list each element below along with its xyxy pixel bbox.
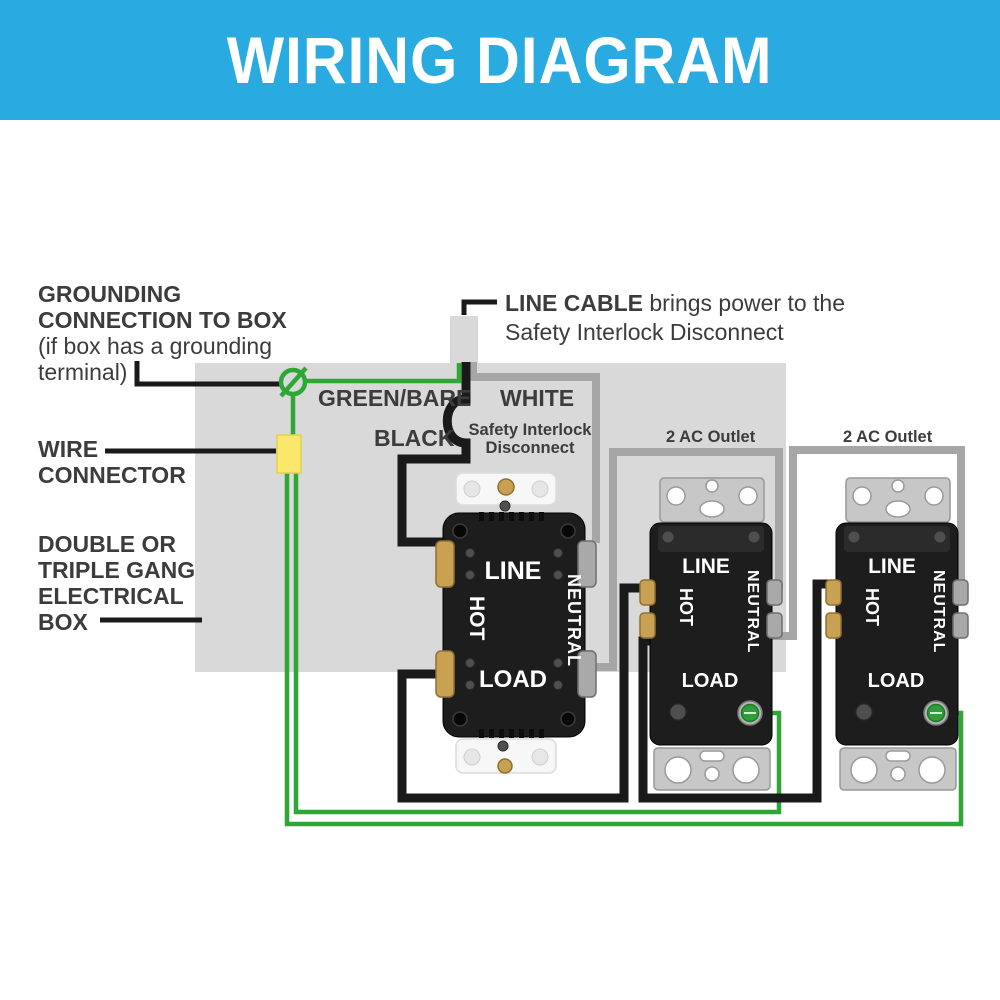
device-disconnect (436, 473, 596, 773)
terminal-hot-line (826, 580, 841, 605)
bracket-slot (886, 501, 910, 517)
bracket-hole (464, 749, 480, 765)
disconnect-name-line1: Safety Interlock (468, 421, 592, 439)
gang-box-line3: ELECTRICAL (38, 583, 184, 609)
bracket-hole (919, 757, 945, 783)
bracket-hole (733, 757, 759, 783)
line-cable-rest: brings power to the (649, 290, 846, 316)
grounding-note-line2: terminal) (38, 359, 128, 385)
outlet1-label: 2 AC Outlet (666, 428, 756, 446)
pointer-line-cable (464, 302, 497, 315)
bracket-hole (739, 487, 757, 505)
terminal-neutral-load (767, 613, 782, 638)
body-screw (453, 524, 467, 538)
disconnect-line-label: LINE (484, 557, 542, 585)
grounding-note-line1: (if box has a grounding (38, 333, 272, 359)
disconnect-name-line2: Disconnect (485, 439, 575, 457)
bracket-hole (464, 481, 480, 497)
bracket-screw (498, 479, 514, 495)
green-bare-label: GREEN/BARE (318, 385, 472, 411)
body-screw (561, 712, 575, 726)
wire-connector-block (277, 435, 301, 473)
body-screw (561, 524, 575, 538)
outlet-line-label: LINE (868, 555, 916, 578)
terminal-hot-line (436, 541, 454, 587)
outlet-screw (856, 704, 872, 720)
terminal-hot-line (640, 580, 655, 605)
terminal-neutral-line (767, 580, 782, 605)
line-cable-channel (450, 316, 478, 364)
bracket-screw (498, 741, 508, 751)
outlet2-label: 2 AC Outlet (843, 428, 933, 446)
bracket-hole (532, 481, 548, 497)
outlet-hot-label: HOT (676, 588, 696, 626)
terminal-neutral-load (953, 613, 968, 638)
outlet-load-label: LOAD (867, 670, 925, 692)
black-label: BLACK (374, 425, 455, 451)
bracket-screw (500, 501, 510, 511)
disconnect-name-label (450, 421, 610, 457)
device-outlet-2 (826, 478, 968, 790)
wire-connector-line1: WIRE (38, 436, 99, 462)
outlet-load-label: LOAD (681, 670, 739, 692)
bracket-hole (705, 767, 719, 781)
disconnect-load-label: LOAD (479, 666, 547, 693)
outlet-neutral-label: NEUTRAL (744, 570, 761, 654)
bracket-hole (853, 487, 871, 505)
bracket-hole (665, 757, 691, 783)
bracket-hole (532, 749, 548, 765)
terminal-hot-load (826, 613, 841, 638)
wire-connector-line2: CONNECTOR (38, 462, 186, 488)
terminal-neutral-line (953, 580, 968, 605)
outlet-hot-label: HOT (862, 588, 882, 626)
outlet-line-label: LINE (682, 555, 730, 578)
terminal-hot-load (436, 651, 454, 697)
line-cable-note (505, 289, 845, 347)
terminal-hot-load (640, 613, 655, 638)
white-label: WHITE (500, 385, 575, 411)
bracket-slot (886, 751, 910, 761)
bracket-hole (851, 757, 877, 783)
disconnect-hot-label: HOT (465, 596, 488, 641)
device-outlet-1 (640, 478, 782, 790)
gang-box-line1: DOUBLE OR (38, 531, 176, 557)
gang-box-line4: BOX (38, 609, 88, 635)
bracket-screw (498, 759, 512, 773)
bracket-hole (892, 480, 904, 492)
bracket-hole (925, 487, 943, 505)
disconnect-neutral-label: NEUTRAL (564, 574, 584, 667)
line-cable-line2: Safety Interlock Disconnect (505, 319, 784, 345)
bracket-slot (700, 501, 724, 517)
electrical-box-label (38, 531, 195, 635)
grounding-label-line2: CONNECTION TO BOX (38, 307, 287, 333)
grounding-label (38, 281, 287, 385)
page-title: WIRING DIAGRAM (227, 23, 773, 97)
bracket-hole (667, 487, 685, 505)
body-screw (453, 712, 467, 726)
gang-box-line2: TRIPLE GANG (38, 557, 196, 583)
bracket-hole (706, 480, 718, 492)
bracket-hole (891, 767, 905, 781)
bracket-slot (700, 751, 724, 761)
outlet-screw (670, 704, 686, 720)
wire-connector-label (38, 436, 186, 488)
grounding-label-line1: GROUNDING (38, 281, 182, 307)
outlet-neutral-label: NEUTRAL (930, 570, 947, 654)
line-cable-bold: LINE CABLE (505, 290, 643, 316)
disconnect-body (443, 513, 585, 737)
